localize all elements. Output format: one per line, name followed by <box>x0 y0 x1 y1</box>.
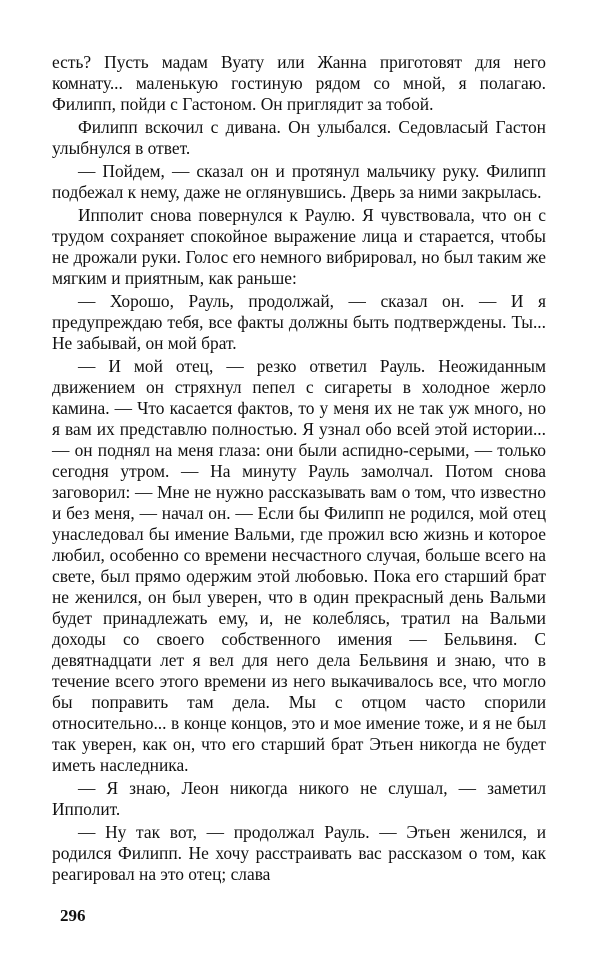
book-page-text <box>52 52 546 885</box>
paragraph-7: — Я знаю, Леон никогда никого не слушал, — заметил Ипполит. <box>52 778 546 819</box>
paragraph-6: — И мой отец, — резко ответил Рауль. Неожиданным движением он стряхнул пепел с сигареты в холодное жерло камина. — Что касается фактов, то у меня их не так уж много, но я вам их представлю полностью. Я узнал обо всей этой истории... — он поднял на меня глаза: они были аспидно-серыми, — только сегодня утром. — На минуту Рауль замолчал. Потом снова заговорил: — Мне не нужно рассказывать вам о том, что известно и без меня, — начал он. — Если бы Филипп не родился, мой отец унаследовал бы имение Вальми, где прожил всю жизнь и которое любил, особенно со времени несчастного случая, больше всего на свете, был прямо одержим этой любовью. Пока его старший брат не женился, он был уверен, что в один прекрасный день Вальми будет принадлежать ему, и, не колеблясь, тратил на Вальми доходы со своего собственного имения — Бельвиня. С девятнадцати лет я вел для него дела Бельвиня и знаю, что в течение всего этого времени из него выкачивалось все, что могло бы поправить там дела. Мы с отцом часто спорили относительно... в конце концов, это и мое имение тоже, и я не был так уверен, как он, что его старший брат Этьен никогда не будет иметь наследника. <box>52 356 546 775</box>
paragraph-2: Филипп вскочил с дивана. Он улыбался. Седовласый Гастон улыбнулся в ответ. <box>52 117 546 158</box>
paragraph-8: — Ну так вот, — продолжал Рауль. — Этьен женился, и родился Филипп. Не хочу расстраивать вас рассказом о том, как реагировал на это отец; слава <box>52 822 546 884</box>
paragraph-1: есть? Пусть мадам Вуату или Жанна приготовят для него комнату... маленькую гостиную рядом со мной, я полагаю. Филипп, пойди с Гастоном. Он приглядит за тобой. <box>52 52 546 114</box>
paragraph-3: — Пойдем, — сказал он и протянул мальчику руку. Филипп подбежал к нему, даже не оглянувшись. Дверь за ними закрылась. <box>52 161 546 202</box>
paragraph-4: Ипполит снова повернулся к Раулю. Я чувствовала, что он с трудом сохраняет спокойное выражение лица и старается, чтобы не дрожали руки. Голос его немного вибрировал, но был таким же мягким и приятным, как раньше: <box>52 205 546 288</box>
page-number: 296 <box>60 906 86 925</box>
paragraph-5: — Хорошо, Рауль, продолжай, — сказал он. — И я предупреждаю тебя, все факты должны быть подтверждены. Ты... Не забывай, он мой брат. <box>52 291 546 353</box>
